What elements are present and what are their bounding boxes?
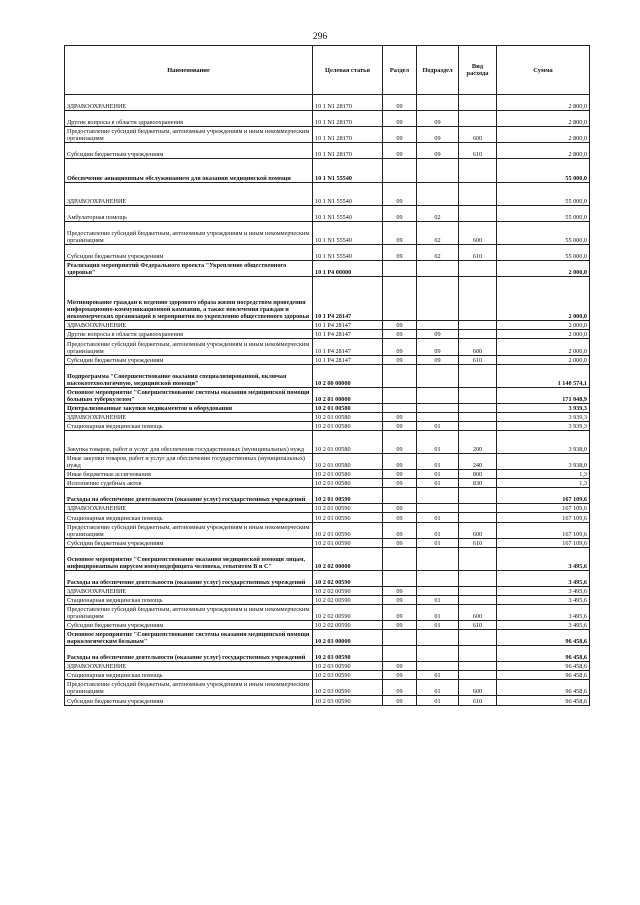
- cell-sum: 167 109,6: [497, 504, 590, 513]
- cell-subsection: [417, 662, 459, 671]
- cell-expense: 610: [459, 696, 497, 705]
- cell-section: 09: [383, 671, 417, 680]
- cell-name: Основное мероприятие "Совершенствование системы оказания медицинской помощи наркологическим больным": [65, 630, 313, 646]
- cell-code: 10 2 03 00590: [313, 662, 383, 671]
- cell-code: 10 2 01 00580: [313, 430, 383, 453]
- cell-section: 09: [383, 430, 417, 453]
- cell-subsection: [417, 646, 459, 662]
- table-row: [65, 244, 590, 260]
- cell-section: 09: [383, 696, 417, 705]
- cell-section: 09: [383, 421, 417, 430]
- cell-code: 10 2 01 00580: [313, 421, 383, 430]
- cell-code: 10 1 N1 55540: [313, 221, 383, 244]
- cell-code: 10 1 N1 28170: [313, 111, 383, 127]
- cell-section: 09: [383, 522, 417, 538]
- cell-name: Субсидии бюджетным учреждениям: [65, 143, 313, 159]
- table-row: [65, 595, 590, 604]
- cell-subsection: 02: [417, 205, 459, 221]
- cell-subsection: 01: [417, 454, 459, 470]
- cell-expense: [459, 321, 497, 330]
- cell-name: Субсидии бюджетным учреждениям: [65, 244, 313, 260]
- cell-section: [383, 260, 417, 276]
- cell-subsection: [417, 412, 459, 421]
- cell-code: 10 1 N1 55540: [313, 159, 383, 182]
- cell-name: Основное мероприятие "Совершенствование системы оказания медицинской помощи больным туберкулезом": [65, 387, 313, 403]
- table-row: [65, 586, 590, 595]
- cell-name: Иные закупки товаров, работ и услуг для обеспечения государственных (муниципальных) нужд: [65, 454, 313, 470]
- cell-sum: 55 000,0: [497, 182, 590, 205]
- table-row: [65, 330, 590, 339]
- cell-sum: 167 109,6: [497, 513, 590, 522]
- table-row: [65, 696, 590, 705]
- cell-sum: 3 938,0: [497, 454, 590, 470]
- cell-expense: 610: [459, 244, 497, 260]
- table-row: [65, 205, 590, 221]
- cell-section: [383, 488, 417, 504]
- cell-name: Закупка товаров, работ и услуг для обеспечения государственных (муниципальных) нужд: [65, 430, 313, 453]
- cell-name: Основное мероприятие "Совершенствование оказания медицинской помощи лицам, инфицированным вирусом иммунодефицита человека, гепатитом B и C": [65, 547, 313, 570]
- cell-expense: [459, 387, 497, 403]
- cell-sum: 2 000,0: [497, 277, 590, 321]
- cell-name: ЗДРАВООХРАНЕНИЕ: [65, 662, 313, 671]
- cell-code: 10 2 00 00000: [313, 364, 383, 387]
- cell-name: Предоставление субсидий бюджетным, автономным учреждениям и иным некоммерческим организациям: [65, 127, 313, 143]
- cell-section: [383, 364, 417, 387]
- cell-expense: [459, 595, 497, 604]
- cell-section: [383, 277, 417, 321]
- table-row: [65, 143, 590, 159]
- cell-code: 10 2 01 00580: [313, 454, 383, 470]
- cell-subsection: [417, 570, 459, 586]
- table-row: [65, 339, 590, 355]
- cell-expense: [459, 111, 497, 127]
- cell-section: 09: [383, 205, 417, 221]
- cell-code: 10 2 02 00590: [313, 621, 383, 630]
- cell-name: Стационарная медицинская помощь: [65, 513, 313, 522]
- cell-expense: [459, 662, 497, 671]
- cell-sum: 167 109,6: [497, 522, 590, 538]
- cell-sum: 96 458,6: [497, 630, 590, 646]
- cell-subsection: [417, 586, 459, 595]
- table-row: [65, 604, 590, 620]
- cell-section: 09: [383, 621, 417, 630]
- table-row: [65, 570, 590, 586]
- cell-sum: 3 495,6: [497, 595, 590, 604]
- cell-subsection: 09: [417, 339, 459, 355]
- cell-code: 10 1 P4 28147: [313, 277, 383, 321]
- cell-name: Предоставление субсидий бюджетным, автономным учреждениям и иным некоммерческим организациям: [65, 221, 313, 244]
- cell-subsection: 01: [417, 595, 459, 604]
- cell-name: ЗДРАВООХРАНЕНИЕ: [65, 504, 313, 513]
- cell-section: 09: [383, 470, 417, 479]
- cell-section: 09: [383, 479, 417, 488]
- table-row: [65, 680, 590, 696]
- table-row: [65, 630, 590, 646]
- cell-expense: [459, 277, 497, 321]
- cell-code: 10 2 02 00590: [313, 586, 383, 595]
- cell-expense: [459, 412, 497, 421]
- cell-section: [383, 403, 417, 412]
- cell-section: 09: [383, 143, 417, 159]
- cell-subsection: 01: [417, 421, 459, 430]
- table-row: [65, 111, 590, 127]
- cell-code: 10 2 02 00590: [313, 604, 383, 620]
- cell-name: Стационарная медицинская помощь: [65, 595, 313, 604]
- cell-section: 09: [383, 355, 417, 364]
- cell-section: 09: [383, 513, 417, 522]
- cell-code: 10 1 P4 28147: [313, 355, 383, 364]
- cell-expense: [459, 630, 497, 646]
- cell-section: 09: [383, 604, 417, 620]
- table-row: [65, 662, 590, 671]
- table-row: [65, 504, 590, 513]
- cell-expense: 600: [459, 221, 497, 244]
- cell-name: Предоставление субсидий бюджетным, автономным учреждениям и иным некоммерческим организациям: [65, 680, 313, 696]
- cell-name: Предоставление субсидий бюджетным, автономным учреждениям и иным некоммерческим организациям: [65, 339, 313, 355]
- header-expense: Вид расхода: [459, 46, 497, 95]
- cell-code: 10 1 P4 00000: [313, 260, 383, 276]
- cell-name: ЗДРАВООХРАНЕНИЕ: [65, 321, 313, 330]
- cell-expense: 200: [459, 430, 497, 453]
- cell-code: 10 1 N1 55540: [313, 205, 383, 221]
- cell-section: 09: [383, 127, 417, 143]
- cell-name: Субсидии бюджетным учреждениям: [65, 538, 313, 547]
- cell-subsection: 02: [417, 221, 459, 244]
- cell-expense: [459, 260, 497, 276]
- cell-code: 10 2 03 00000: [313, 630, 383, 646]
- cell-sum: 3 495,6: [497, 621, 590, 630]
- cell-section: 09: [383, 662, 417, 671]
- cell-expense: [459, 513, 497, 522]
- cell-name: Мотивирование граждан к ведению здорового образа жизни посредством проведения информационно-коммуникационной кампании, а также вовлечения граждан и некоммерческих организаций в мероприятия по укреплению общественного здоровья: [65, 277, 313, 321]
- cell-sum: 2 800,0: [497, 143, 590, 159]
- table-row: [65, 182, 590, 205]
- cell-section: 09: [383, 182, 417, 205]
- cell-name: Централизованные закупки медикаментов и оборудования: [65, 403, 313, 412]
- table-row: [65, 221, 590, 244]
- cell-expense: 600: [459, 680, 497, 696]
- cell-section: 09: [383, 244, 417, 260]
- cell-code: 10 2 01 00590: [313, 513, 383, 522]
- cell-subsection: 01: [417, 479, 459, 488]
- table-row: [65, 479, 590, 488]
- cell-name: ЗДРАВООХРАНЕНИЕ: [65, 95, 313, 111]
- cell-name: Расходы на обеспечение деятельности (оказание услуг) государственных учреждений: [65, 570, 313, 586]
- table-row: [65, 621, 590, 630]
- cell-section: 09: [383, 111, 417, 127]
- table-row: [65, 321, 590, 330]
- cell-expense: [459, 504, 497, 513]
- cell-sum: 55 000,0: [497, 159, 590, 182]
- cell-section: [383, 547, 417, 570]
- cell-code: 10 2 01 00000: [313, 387, 383, 403]
- table-row: [65, 470, 590, 479]
- header-code: Целевая статья: [313, 46, 383, 95]
- cell-section: 09: [383, 221, 417, 244]
- cell-sum: 96 458,6: [497, 662, 590, 671]
- cell-expense: [459, 95, 497, 111]
- cell-code: 10 2 01 00590: [313, 488, 383, 504]
- cell-expense: [459, 570, 497, 586]
- cell-code: 10 2 01 00590: [313, 538, 383, 547]
- cell-expense: [459, 547, 497, 570]
- cell-subsection: 01: [417, 696, 459, 705]
- cell-code: 10 1 N1 28170: [313, 95, 383, 111]
- cell-sum: 3 939,3: [497, 421, 590, 430]
- cell-sum: 96 458,6: [497, 680, 590, 696]
- cell-section: 09: [383, 95, 417, 111]
- cell-code: 10 1 N1 28170: [313, 143, 383, 159]
- cell-expense: 600: [459, 127, 497, 143]
- header-subsection: Подраздел: [417, 46, 459, 95]
- cell-expense: [459, 403, 497, 412]
- cell-section: 09: [383, 339, 417, 355]
- table-row: [65, 277, 590, 321]
- cell-subsection: [417, 387, 459, 403]
- cell-expense: [459, 364, 497, 387]
- cell-subsection: 01: [417, 513, 459, 522]
- cell-section: 09: [383, 330, 417, 339]
- cell-sum: 167 109,6: [497, 488, 590, 504]
- cell-code: 10 2 03 00590: [313, 680, 383, 696]
- cell-name: Иные бюджетные ассигнования: [65, 470, 313, 479]
- cell-code: 10 2 03 00590: [313, 671, 383, 680]
- cell-sum: 55 000,0: [497, 244, 590, 260]
- cell-section: [383, 159, 417, 182]
- budget-table: [64, 45, 590, 706]
- cell-subsection: 09: [417, 355, 459, 364]
- cell-code: 10 1 P4 28147: [313, 339, 383, 355]
- cell-expense: 600: [459, 522, 497, 538]
- cell-sum: 3 495,6: [497, 570, 590, 586]
- cell-section: 09: [383, 321, 417, 330]
- cell-code: 10 2 01 00580: [313, 412, 383, 421]
- cell-sum: 1 140 574,1: [497, 364, 590, 387]
- table-row: [65, 127, 590, 143]
- cell-expense: 610: [459, 538, 497, 547]
- cell-name: Субсидии бюджетным учреждениям: [65, 355, 313, 364]
- table-row: [65, 488, 590, 504]
- cell-name: ЗДРАВООХРАНЕНИЕ: [65, 182, 313, 205]
- cell-section: 09: [383, 504, 417, 513]
- table-row: [65, 412, 590, 421]
- cell-section: [383, 646, 417, 662]
- cell-expense: [459, 421, 497, 430]
- cell-sum: 55 000,0: [497, 205, 590, 221]
- cell-name: Стационарная медицинская помощь: [65, 671, 313, 680]
- table-row: [65, 260, 590, 276]
- cell-section: 09: [383, 538, 417, 547]
- table-row: [65, 355, 590, 364]
- cell-subsection: [417, 403, 459, 412]
- cell-expense: 600: [459, 604, 497, 620]
- cell-name: Предоставление субсидий бюджетным, автономным учреждениям и иным некоммерческим организациям: [65, 604, 313, 620]
- cell-subsection: [417, 488, 459, 504]
- cell-subsection: 01: [417, 671, 459, 680]
- cell-name: Предоставление субсидий бюджетным, автономным учреждениям и иным некоммерческим организациям: [65, 522, 313, 538]
- table-row: [65, 403, 590, 412]
- table-row: [65, 430, 590, 453]
- cell-subsection: [417, 547, 459, 570]
- cell-name: Подпрограмма "Совершенствование оказания специализированной, включая высокотехнологичную, медицинской помощи": [65, 364, 313, 387]
- table-row: [65, 454, 590, 470]
- cell-sum: 2 000,0: [497, 260, 590, 276]
- cell-sum: 96 458,6: [497, 671, 590, 680]
- cell-name: Расходы на обеспечение деятельности (оказание услуг) государственных учреждений: [65, 646, 313, 662]
- cell-expense: [459, 159, 497, 182]
- cell-code: 10 2 01 00580: [313, 470, 383, 479]
- table-row: [65, 547, 590, 570]
- cell-subsection: 01: [417, 470, 459, 479]
- table-row: [65, 95, 590, 111]
- cell-subsection: 01: [417, 604, 459, 620]
- cell-sum: 2 800,0: [497, 111, 590, 127]
- header-name: Наименование: [65, 46, 313, 95]
- cell-sum: 96 458,6: [497, 696, 590, 705]
- cell-section: 09: [383, 412, 417, 421]
- cell-expense: [459, 671, 497, 680]
- cell-subsection: 01: [417, 430, 459, 453]
- cell-subsection: [417, 277, 459, 321]
- cell-expense: [459, 586, 497, 595]
- cell-sum: 2 000,0: [497, 330, 590, 339]
- cell-expense: 240: [459, 454, 497, 470]
- cell-expense: [459, 330, 497, 339]
- cell-expense: 610: [459, 143, 497, 159]
- cell-code: 10 2 03 00590: [313, 646, 383, 662]
- cell-sum: 1,3: [497, 470, 590, 479]
- cell-sum: 96 458,6: [497, 646, 590, 662]
- cell-sum: 55 000,0: [497, 221, 590, 244]
- cell-code: 10 2 01 00580: [313, 403, 383, 412]
- cell-section: 09: [383, 595, 417, 604]
- cell-subsection: [417, 95, 459, 111]
- table-row: [65, 671, 590, 680]
- cell-section: [383, 570, 417, 586]
- cell-expense: [459, 646, 497, 662]
- cell-name: Другие вопросы в области здравоохранения: [65, 111, 313, 127]
- cell-subsection: 02: [417, 244, 459, 260]
- cell-section: 09: [383, 586, 417, 595]
- table-row: [65, 159, 590, 182]
- cell-subsection: [417, 321, 459, 330]
- cell-subsection: 09: [417, 111, 459, 127]
- cell-subsection: [417, 504, 459, 513]
- cell-subsection: 09: [417, 143, 459, 159]
- cell-subsection: [417, 159, 459, 182]
- table-row: [65, 387, 590, 403]
- cell-name: Субсидии бюджетным учреждениям: [65, 696, 313, 705]
- cell-code: 10 2 01 00590: [313, 504, 383, 513]
- cell-sum: 2 800,0: [497, 127, 590, 143]
- table-header-row: [65, 46, 590, 95]
- page-number: 296: [312, 32, 328, 42]
- cell-code: 10 2 02 00590: [313, 570, 383, 586]
- cell-expense: 610: [459, 621, 497, 630]
- cell-expense: [459, 182, 497, 205]
- cell-name: Расходы на обеспечение деятельности (оказание услуг) государственных учреждений: [65, 488, 313, 504]
- cell-name: Реализация мероприятий Федерального проекта "Укрепление общественного здоровья": [65, 260, 313, 276]
- cell-subsection: [417, 182, 459, 205]
- cell-section: 09: [383, 680, 417, 696]
- cell-subsection: 01: [417, 680, 459, 696]
- table-body: [65, 95, 590, 706]
- cell-expense: [459, 488, 497, 504]
- cell-sum: 171 048,9: [497, 387, 590, 403]
- cell-code: 10 1 P4 28147: [313, 330, 383, 339]
- cell-subsection: 09: [417, 127, 459, 143]
- table-row: [65, 364, 590, 387]
- cell-code: 10 2 01 00580: [313, 479, 383, 488]
- cell-name: ЗДРАВООХРАНЕНИЕ: [65, 412, 313, 421]
- cell-sum: 2 800,0: [497, 95, 590, 111]
- cell-name: Другие вопросы в области здравоохранения: [65, 330, 313, 339]
- cell-expense: 610: [459, 355, 497, 364]
- cell-subsection: 01: [417, 538, 459, 547]
- cell-code: 10 2 01 00590: [313, 522, 383, 538]
- cell-sum: 3 939,3: [497, 403, 590, 412]
- cell-expense: 800: [459, 470, 497, 479]
- cell-name: Амбулаторная помощь: [65, 205, 313, 221]
- table-row: [65, 646, 590, 662]
- table-row: [65, 538, 590, 547]
- cell-sum: 2 000,0: [497, 321, 590, 330]
- cell-name: Обеспечение авиационным обслуживанием для оказания медицинской помощи: [65, 159, 313, 182]
- cell-sum: 1,3: [497, 479, 590, 488]
- cell-code: 10 2 02 00000: [313, 547, 383, 570]
- cell-name: Субсидии бюджетным учреждениям: [65, 621, 313, 630]
- cell-sum: 3 495,6: [497, 586, 590, 595]
- header-section: Раздел: [383, 46, 417, 95]
- cell-code: 10 1 N1 55540: [313, 244, 383, 260]
- table-row: [65, 421, 590, 430]
- cell-code: 10 1 P4 28147: [313, 321, 383, 330]
- cell-sum: 2 000,0: [497, 339, 590, 355]
- cell-sum: 167 109,6: [497, 538, 590, 547]
- cell-name: Исполнение судебных актов: [65, 479, 313, 488]
- cell-subsection: 01: [417, 621, 459, 630]
- cell-expense: 830: [459, 479, 497, 488]
- cell-code: 10 1 N1 28170: [313, 127, 383, 143]
- cell-code: 10 2 02 00590: [313, 595, 383, 604]
- cell-name: ЗДРАВООХРАНЕНИЕ: [65, 586, 313, 595]
- cell-expense: 600: [459, 339, 497, 355]
- cell-sum: 3 939,3: [497, 412, 590, 421]
- cell-sum: 3 495,6: [497, 604, 590, 620]
- cell-code: 10 2 03 00590: [313, 696, 383, 705]
- cell-subsection: [417, 260, 459, 276]
- cell-sum: 3 938,0: [497, 430, 590, 453]
- cell-expense: [459, 205, 497, 221]
- cell-subsection: 09: [417, 330, 459, 339]
- cell-sum: 3 495,6: [497, 547, 590, 570]
- cell-section: [383, 387, 417, 403]
- table-row: [65, 522, 590, 538]
- cell-subsection: [417, 364, 459, 387]
- cell-subsection: 01: [417, 522, 459, 538]
- cell-section: 09: [383, 454, 417, 470]
- cell-subsection: [417, 630, 459, 646]
- cell-section: [383, 630, 417, 646]
- table-row: [65, 513, 590, 522]
- cell-name: Стационарная медицинская помощь: [65, 421, 313, 430]
- header-sum: Сумма: [497, 46, 590, 95]
- cell-code: 10 1 N1 55540: [313, 182, 383, 205]
- cell-sum: 2 000,0: [497, 355, 590, 364]
